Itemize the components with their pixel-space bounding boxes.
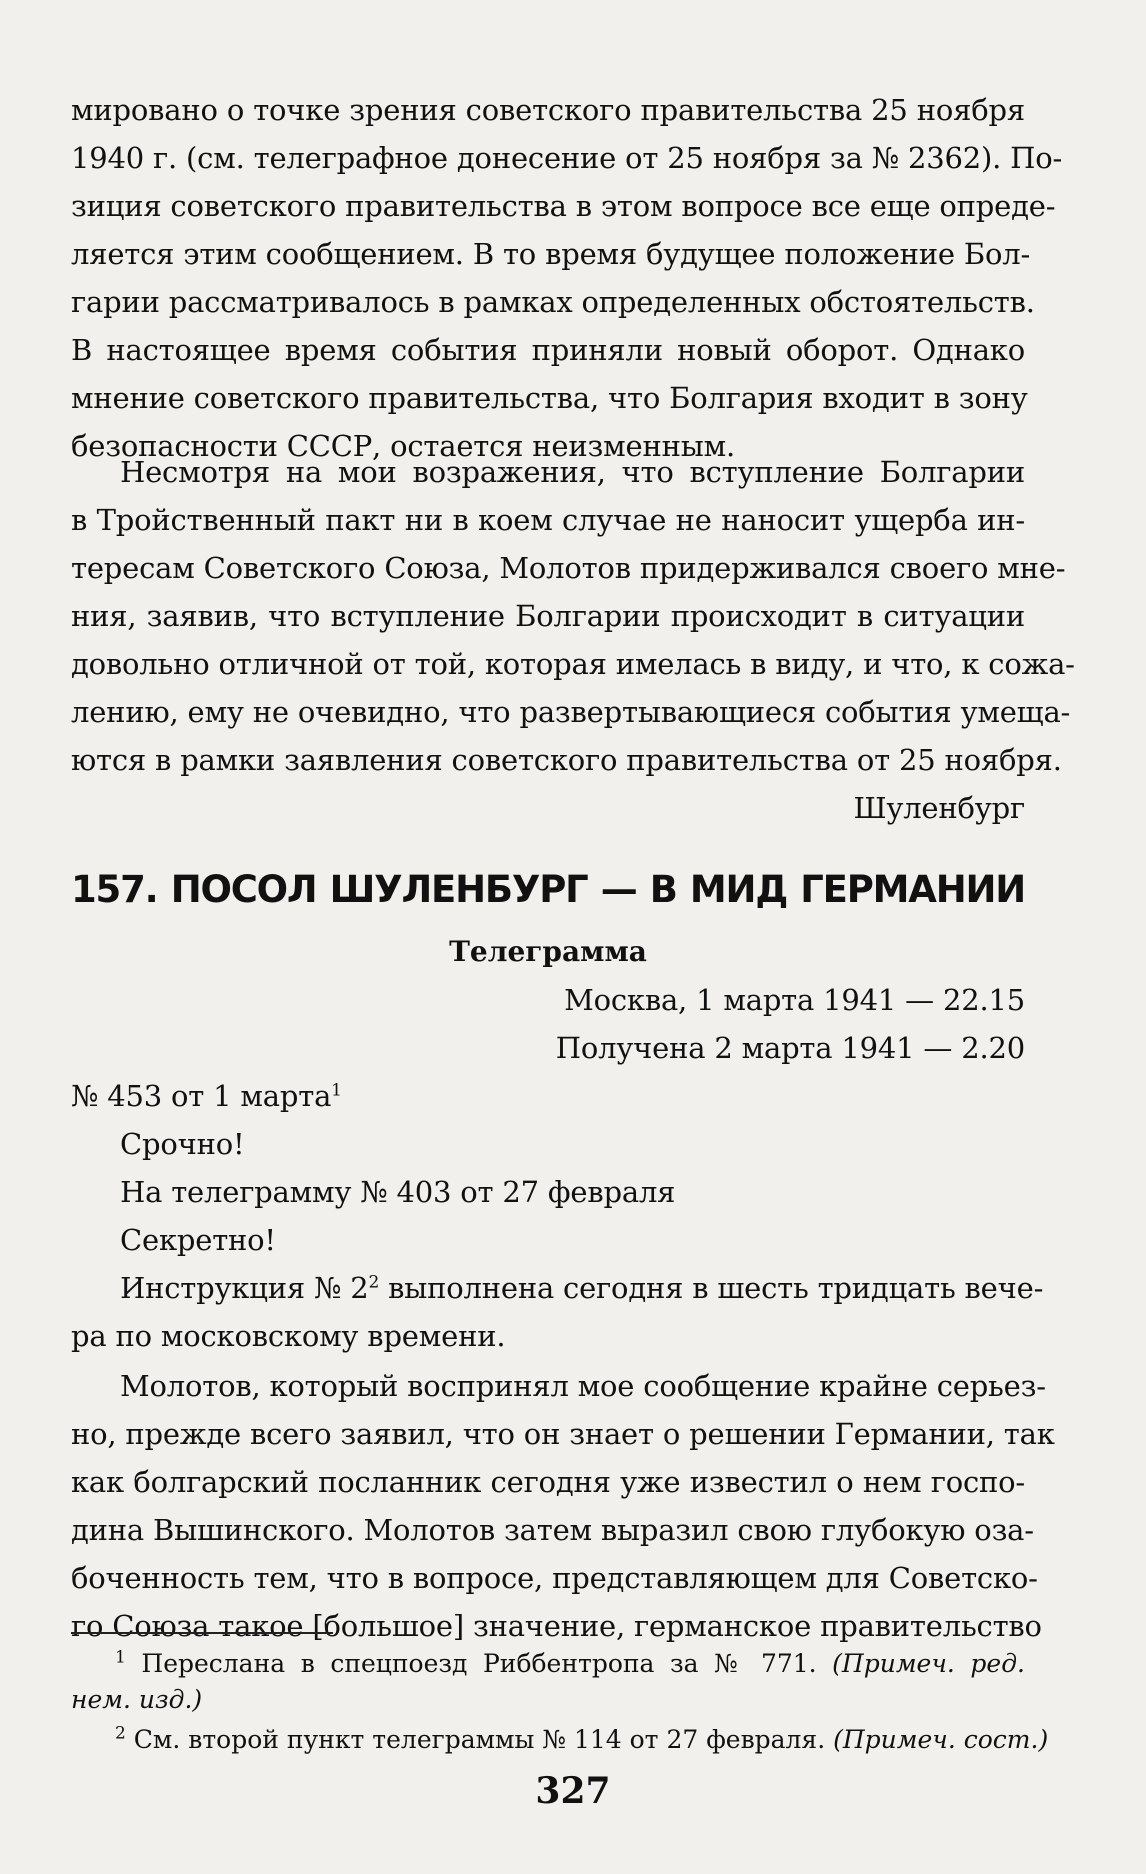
text-line: дина Вышинского. Молотов затем выразил свою глубокую оза- [71, 1513, 1034, 1547]
signature [71, 784, 1025, 832]
text-line: ляется этим сообщением. В то время будущее положение Бол- [71, 237, 1031, 271]
footnote-number: 2 [115, 1723, 126, 1744]
received-line: Получена 2 марта 1941 — 2.20 [555, 1031, 1025, 1065]
urgent-mark: Срочно! [120, 1127, 245, 1161]
text-line: боченность тем, что в вопросе, представляющем для Советско- [71, 1561, 1038, 1595]
document-heading: 157. ПОСОЛ ШУЛЕНБУРГ — В МИД ГЕРМАНИИ [71, 868, 1025, 911]
footnote-note: (Примеч. ред. [832, 1649, 1026, 1678]
text-line: в Тройственный пакт ни в коем случае не наносит ущерба ин- [71, 503, 1025, 537]
telegram-body [71, 1072, 1044, 1360]
text-line: гарии рассматривалось в рамках определенных обстоятельств. [71, 285, 1035, 319]
text-line: В настоящее время события приняли новый оборот. Однако [71, 333, 1025, 367]
paragraph-molotov-position [71, 448, 1075, 784]
text-line: ра по московскому времени. [71, 1319, 506, 1353]
text-line: ния, заявив, что вступление Болгарии происходит в ситуации [71, 599, 1025, 633]
text-line: довольно отличной от той, которая имелась в виду, и что, к сожа- [71, 647, 1075, 681]
footnote-line [71, 1682, 1025, 1718]
text-line: но, прежде всего заявил, что он знает о решении Германии, так [71, 1417, 1055, 1451]
paragraph-continuation [71, 86, 1063, 470]
sent-line: Москва, 1 марта 1941 — 22.15 [564, 983, 1025, 1017]
footnote-text: См. второй пункт телеграммы № 114 от 27 февраля. [133, 1725, 826, 1754]
text-line: мнение советского правительства, что Болгария входит в зону [71, 381, 1028, 415]
text-line: как болгарский посланник сегодня уже известил о нем госпо- [71, 1465, 1025, 1499]
footnote-note: (Примеч. сост.) [833, 1725, 1049, 1754]
reply-to-line: На телеграмму № 403 от 27 февраля [120, 1175, 676, 1209]
footnote-divider [71, 1632, 333, 1634]
footnote-text: Переслана в спецпоезд Риббентропа за № 771. [141, 1649, 817, 1678]
instruction-text-cont: выполнена сегодня в шесть тридцать вече- [379, 1271, 1044, 1305]
text-line: Молотов, который воспринял мое сообщение крайне серьез- [120, 1369, 1046, 1403]
text-line: го Союза такое [большое] значение, германское правительство [71, 1609, 1042, 1643]
signature-text: Шуленбург [853, 791, 1025, 825]
instruction-line [71, 1264, 1044, 1312]
reference-number [71, 1072, 1025, 1120]
footnote-note: нем. изд.) [71, 1685, 203, 1714]
text-line: мировано о точке зрения советского правительства 25 ноября [71, 93, 1025, 127]
text-line: лению, ему не очевидно, что развертывающиеся события умеща- [71, 695, 1071, 729]
text-line: 1940 г. (см. телеграфное донесение от 25 ноября за № 2362). По- [71, 141, 1063, 175]
paragraph-molotov-reaction [71, 1362, 1055, 1650]
footnote-number: 1 [115, 1647, 126, 1668]
document-subheading: Телеграмма [449, 935, 647, 968]
footnote-marker: 2 [368, 1272, 380, 1293]
text-line: тересам Советского Союза, Молотов придерживался своего мне- [71, 551, 1066, 585]
footnote-line [71, 1722, 1049, 1758]
instruction-text: Инструкция № 2 [120, 1271, 369, 1305]
secret-mark: Секретно! [120, 1223, 276, 1257]
footnote-line [71, 1646, 1025, 1682]
reference-number-text: № 453 от 1 марта [71, 1079, 332, 1113]
text-line: зиция советского правительства в этом вопросе все еще опреде- [71, 189, 1056, 223]
text-line: ются в рамки заявления советского правительства от 25 ноября. [71, 743, 1062, 777]
text-line: Несмотря на мои возражения, что вступление Болгарии [120, 455, 1025, 489]
footnote-2 [71, 1722, 1049, 1758]
footnote-1 [71, 1646, 1025, 1718]
text-line: безопасности СССР, остается неизменным. [71, 429, 735, 463]
page-number: 327 [535, 1770, 611, 1812]
footnote-marker: 1 [331, 1080, 342, 1101]
dispatch-info [71, 976, 1025, 1072]
